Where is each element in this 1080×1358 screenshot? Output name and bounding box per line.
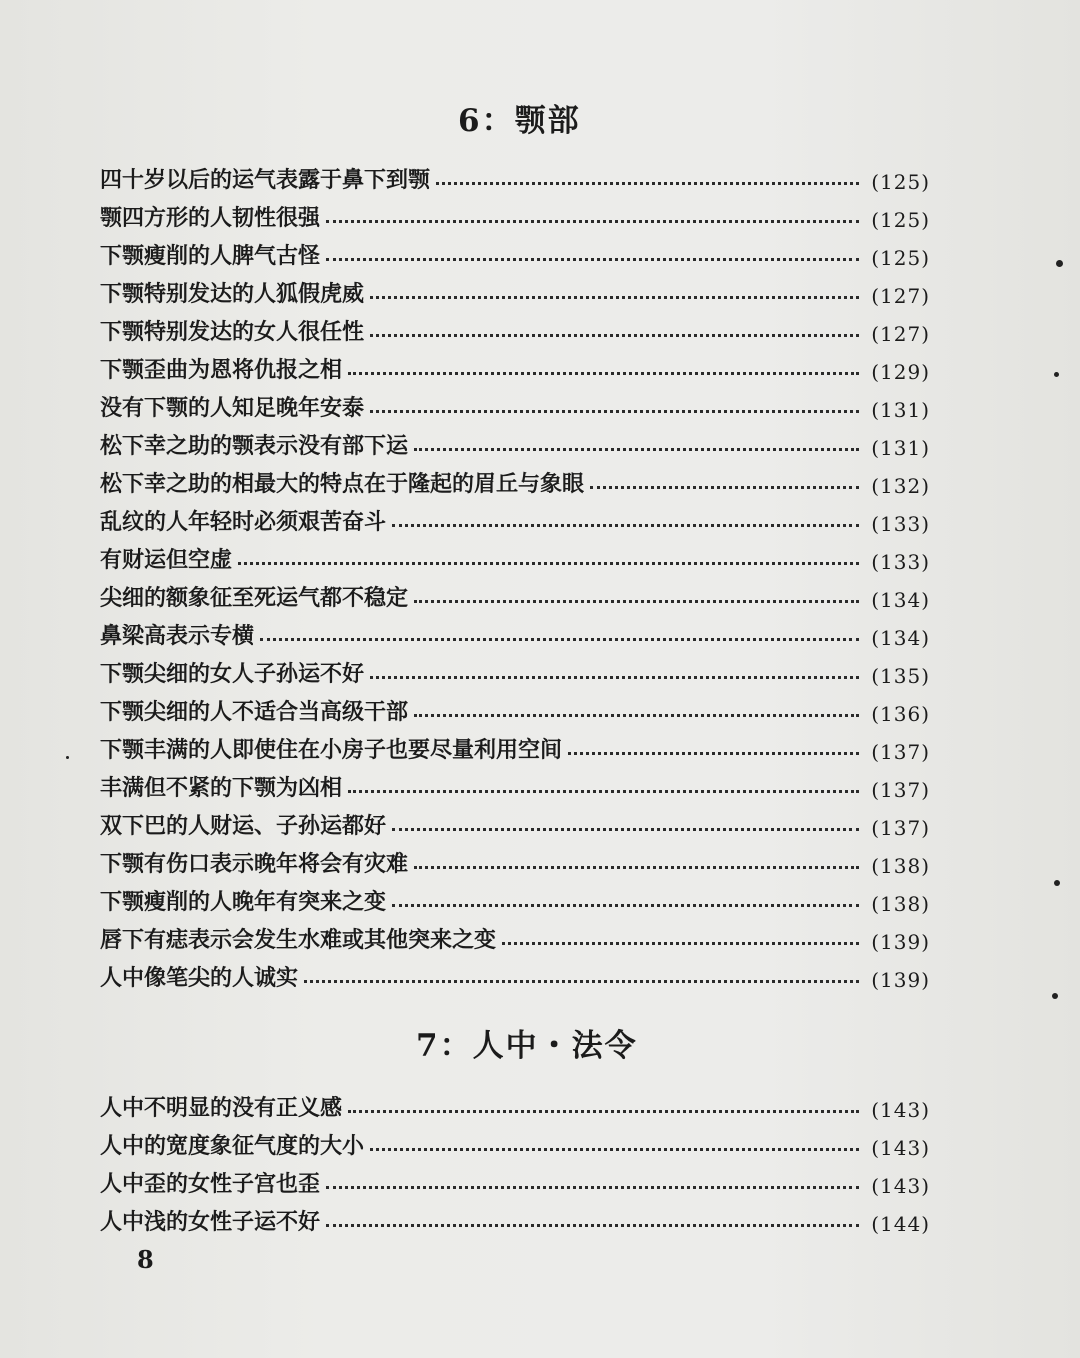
dot-leader	[502, 942, 859, 945]
dot-leader	[304, 980, 859, 983]
toc-entry-title: 人中歪的女性子宫也歪	[100, 1172, 321, 1197]
toc-entry-page: (133)	[871, 512, 930, 536]
dot-leader	[238, 562, 859, 565]
toc-entry-page: (125)	[871, 170, 930, 194]
toc-entry-title: 下颚尖细的人不适合当高级干部	[100, 700, 409, 725]
dot-leader	[326, 258, 859, 261]
dot-leader	[568, 752, 859, 755]
ink-speck	[1054, 880, 1060, 886]
toc-entry	[100, 650, 930, 688]
toc-entry-page: (125)	[871, 246, 930, 270]
toc-entry-page: (143)	[871, 1136, 930, 1160]
toc-entry-title: 唇下有痣表示会发生水难或其他突来之变	[100, 928, 497, 953]
toc-entry-title: 下颚尖细的女人子孙运不好	[100, 662, 365, 687]
toc-entry	[100, 916, 930, 954]
dot-leader	[326, 1224, 859, 1227]
dot-leader	[370, 410, 859, 413]
toc-entry-title: 下颚瘦削的人晚年有突来之变	[100, 890, 387, 915]
toc-entry-page: (138)	[871, 892, 930, 916]
toc-entry	[100, 1084, 930, 1122]
page-number: 8	[137, 1245, 154, 1274]
dot-leader	[370, 676, 859, 679]
toc-entry-title: 下颚特别发达的女人很任性	[100, 320, 365, 345]
toc-entry	[100, 460, 930, 498]
toc-entry-title: 四十岁以后的运气表露于鼻下到颚	[100, 168, 431, 193]
toc-entry-title: 人中不明显的没有正义感	[100, 1096, 343, 1121]
ink-speck	[66, 756, 69, 759]
toc-entry	[100, 878, 930, 916]
toc-entry	[100, 498, 930, 536]
dot-leader	[414, 866, 859, 869]
toc-entry-page: (138)	[871, 854, 930, 878]
toc-entry-page: (127)	[871, 322, 930, 346]
toc-entry-page: (134)	[871, 626, 930, 650]
section-7-heading: 7：人中・法令	[416, 1028, 638, 1064]
toc-entry-page: (132)	[871, 474, 930, 498]
toc-entry-title: 鼻梁高表示专横	[100, 624, 255, 649]
toc-entry-page: (133)	[871, 550, 930, 574]
toc-entry-title: 下颚丰满的人即使住在小房子也要尽量利用空间	[100, 738, 563, 763]
toc-entry	[100, 726, 930, 764]
toc-entry	[100, 194, 930, 232]
toc-entry-title: 下颚瘦削的人脾气古怪	[100, 244, 321, 269]
ink-speck	[1052, 993, 1058, 999]
toc-entry-title: 乱纹的人年轻时必须艰苦奋斗	[100, 510, 387, 535]
toc-entry-title: 人中像笔尖的人诚实	[100, 966, 299, 991]
toc-entry	[100, 1160, 930, 1198]
dot-leader	[348, 790, 859, 793]
toc-entry	[100, 688, 930, 726]
toc-entry-page: (136)	[871, 702, 930, 726]
toc-entry-title: 丰满但不紧的下颚为凶相	[100, 776, 343, 801]
toc-entry-page: (134)	[871, 588, 930, 612]
toc-entry-page: (137)	[871, 778, 930, 802]
toc-entry-title: 双下巴的人财运、子孙运都好	[100, 814, 387, 839]
dot-leader	[392, 828, 859, 831]
toc-entry-page: (125)	[871, 208, 930, 232]
toc-entry-page: (137)	[871, 740, 930, 764]
toc-entry	[100, 1122, 930, 1160]
toc-entry-page: (143)	[871, 1174, 930, 1198]
toc-entry	[100, 156, 930, 194]
toc-entry-page: (135)	[871, 664, 930, 688]
toc-entry-page: (131)	[871, 436, 930, 460]
ink-speck	[1054, 372, 1059, 377]
section-6-toc	[100, 156, 930, 992]
dot-leader	[414, 448, 859, 451]
section-6-heading: 6：颚部	[458, 103, 581, 139]
toc-entry-title: 颚四方形的人韧性很强	[100, 206, 321, 231]
dot-leader	[326, 1186, 859, 1189]
toc-entry-page: (127)	[871, 284, 930, 308]
toc-entry-title: 没有下颚的人知足晚年安泰	[100, 396, 365, 421]
toc-entry	[100, 422, 930, 460]
toc-entry-title: 松下幸之助的颚表示没有部下运	[100, 434, 409, 459]
toc-entry	[100, 536, 930, 574]
dot-leader	[436, 182, 859, 185]
dot-leader	[370, 1148, 859, 1151]
dot-leader	[590, 486, 859, 489]
toc-entry	[100, 802, 930, 840]
toc-entry	[100, 308, 930, 346]
toc-entry-title: 尖细的额象征至死运气都不稳定	[100, 586, 409, 611]
toc-entry-page: (137)	[871, 816, 930, 840]
toc-entry	[100, 574, 930, 612]
toc-entry-page: (139)	[871, 968, 930, 992]
toc-entry	[100, 954, 930, 992]
ink-speck	[1056, 260, 1063, 267]
dot-leader	[348, 1110, 859, 1113]
toc-entry-title: 人中浅的女性子运不好	[100, 1210, 321, 1235]
toc-entry-page: (129)	[871, 360, 930, 384]
toc-entry-title: 有财运但空虚	[100, 548, 233, 573]
toc-entry-title: 松下幸之助的相最大的特点在于隆起的眉丘与象眼	[100, 472, 585, 497]
toc-entry-page: (131)	[871, 398, 930, 422]
toc-entry	[100, 612, 930, 650]
toc-entry	[100, 1198, 930, 1236]
dot-leader	[414, 600, 859, 603]
toc-entry-page: (144)	[871, 1212, 930, 1236]
toc-entry-page: (139)	[871, 930, 930, 954]
dot-leader	[414, 714, 859, 717]
toc-entry-title: 下颚特别发达的人狐假虎威	[100, 282, 365, 307]
dot-leader	[348, 372, 859, 375]
section-7-toc	[100, 1084, 930, 1236]
toc-entry	[100, 384, 930, 422]
dot-leader	[326, 220, 859, 223]
toc-entry	[100, 232, 930, 270]
dot-leader	[370, 334, 859, 337]
toc-entry	[100, 764, 930, 802]
toc-entry-title: 下颚歪曲为恩将仇报之相	[100, 358, 343, 383]
toc-entry-title: 下颚有伤口表示晚年将会有灾难	[100, 852, 409, 877]
toc-entry	[100, 270, 930, 308]
toc-entry-title: 人中的宽度象征气度的大小	[100, 1134, 365, 1159]
dot-leader	[260, 638, 859, 641]
dot-leader	[392, 524, 859, 527]
toc-entry	[100, 840, 930, 878]
dot-leader	[370, 296, 859, 299]
toc-entry-page: (143)	[871, 1098, 930, 1122]
toc-entry	[100, 346, 930, 384]
dot-leader	[392, 904, 859, 907]
